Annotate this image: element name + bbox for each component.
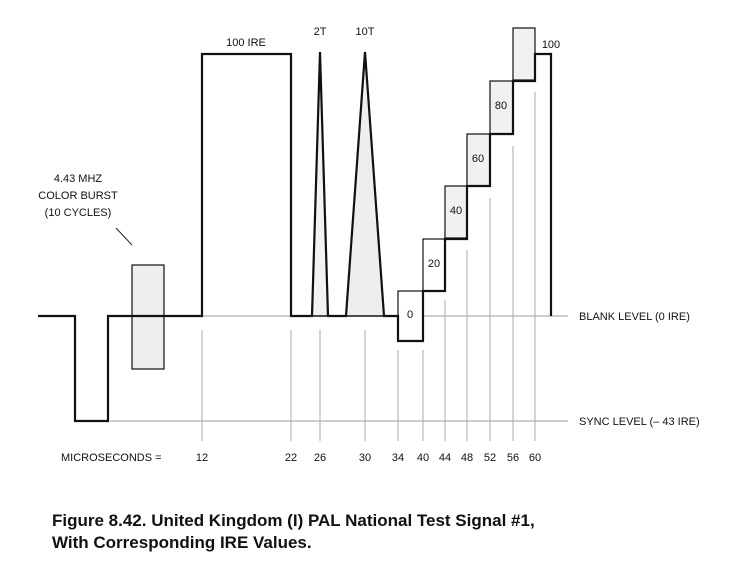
- figure-caption-line-1: Figure 8.42. United Kingdom (I) PAL National Test Signal #1,: [52, 511, 535, 530]
- time-tick-30: 30: [358, 452, 372, 464]
- time-tick-40: 40: [416, 452, 430, 464]
- burst-label-line-1: 4.43 MHZ: [53, 173, 103, 185]
- waveform-trace: [38, 52, 551, 421]
- sync-level-label: SYNC LEVEL (– 43 IRE): [579, 416, 700, 428]
- pulse-2t: [312, 52, 328, 316]
- pulse-2t-label: 2T: [313, 26, 327, 38]
- time-tick-56: 56: [506, 452, 520, 464]
- time-axis-label: MICROSECONDS =: [61, 452, 162, 464]
- step-label-40: 40: [449, 205, 463, 217]
- pulse-10t: [346, 52, 384, 316]
- time-tick-48: 48: [460, 452, 474, 464]
- time-tick-60: 60: [528, 452, 542, 464]
- burst-label-leader: [116, 228, 132, 245]
- step-100: [513, 28, 535, 80]
- figure-caption: [52, 510, 535, 554]
- burst-label-line-3: (10 CYCLES): [44, 207, 112, 219]
- time-tick-44: 44: [438, 452, 452, 464]
- time-tick-26: 26: [313, 452, 327, 464]
- step-label-60: 60: [471, 153, 485, 165]
- step-label-20: 20: [427, 258, 441, 270]
- time-tick-34: 34: [391, 452, 405, 464]
- blank-level-label: BLANK LEVEL (0 IRE): [579, 311, 690, 323]
- step-label-0: 0: [406, 309, 414, 321]
- step-label-80: 80: [494, 100, 508, 112]
- figure-caption-line-2: With Corresponding IRE Values.: [52, 533, 312, 552]
- white-bar-label: 100 IRE: [226, 37, 266, 49]
- time-tick-52: 52: [483, 452, 497, 464]
- time-tick-12: 12: [195, 452, 209, 464]
- time-tick-22: 22: [284, 452, 298, 464]
- staircase-top-label: 100: [541, 39, 561, 51]
- burst-label-line-2: COLOR BURST: [38, 190, 118, 202]
- pulse-10t-label: 10T: [355, 26, 375, 38]
